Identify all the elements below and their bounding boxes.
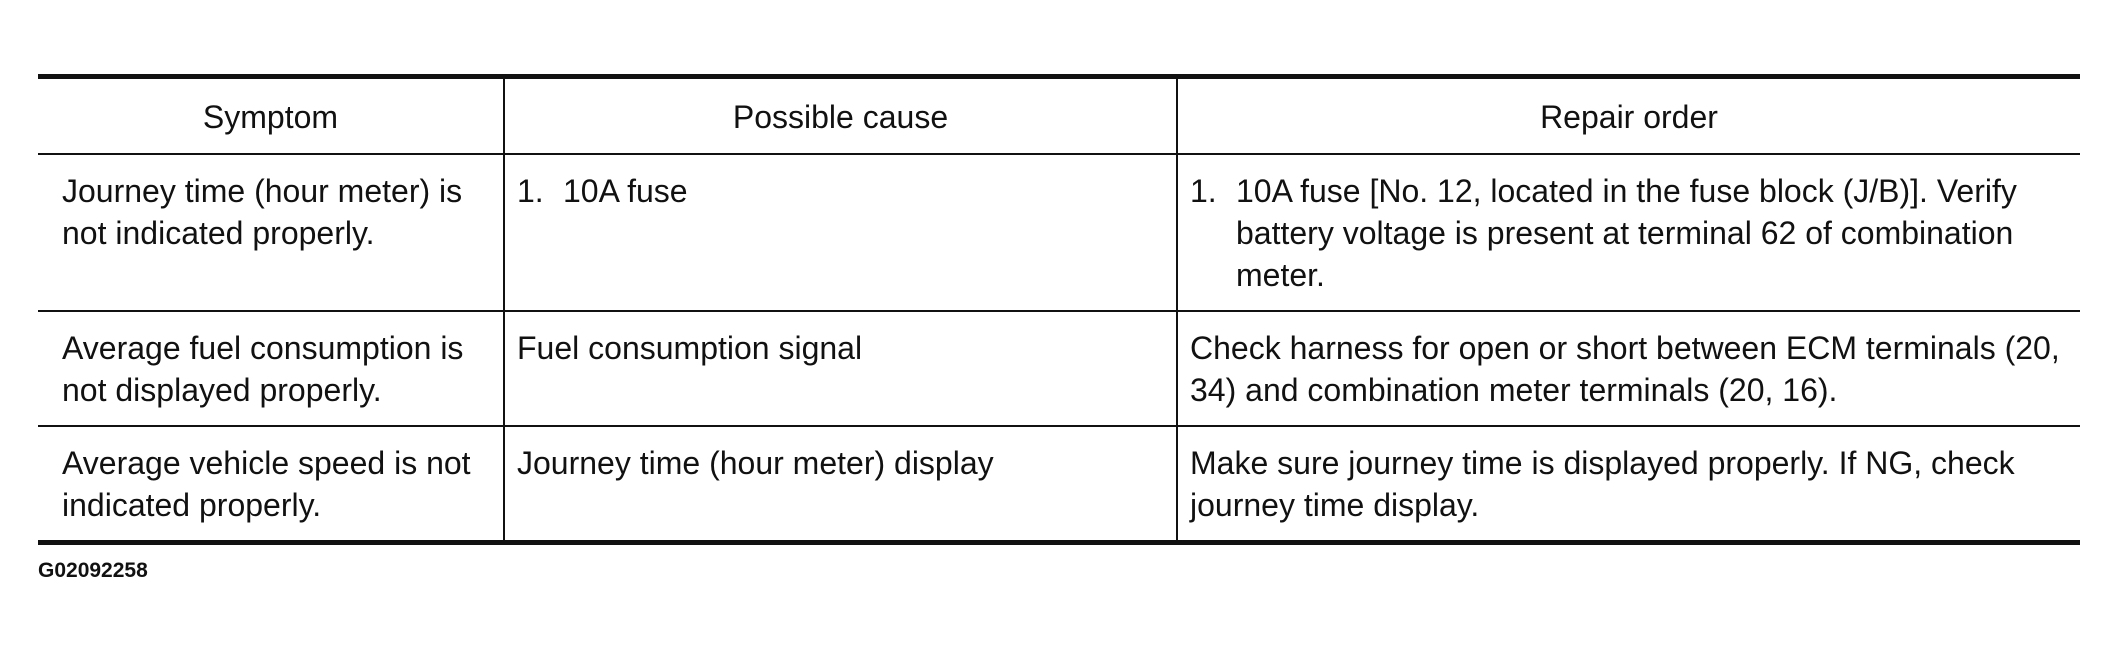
table-row xyxy=(38,426,2080,543)
symptom-text: Journey time (hour meter) is not indicated properly. xyxy=(62,173,463,251)
troubleshooting-table xyxy=(38,74,2080,545)
numbered-item xyxy=(1190,170,2068,296)
cause-text: Journey time (hour meter) display xyxy=(517,445,994,481)
table-header-row xyxy=(38,77,2080,155)
header-symptom: Symptom xyxy=(38,77,504,155)
item-number: 1. xyxy=(517,173,544,209)
cause-text: 10A fuse xyxy=(563,173,688,209)
troubleshooting-table-container xyxy=(38,74,2080,545)
table-row xyxy=(38,311,2080,426)
figure-id: G02092258 xyxy=(38,559,148,582)
repair-cell xyxy=(1177,426,2080,543)
repair-cell xyxy=(1177,311,2080,426)
repair-text: Check harness for open or short between ECM terminals (20, 34) and combination meter terminals (20, 16). xyxy=(1190,330,2060,408)
table-row xyxy=(38,154,2080,311)
cause-cell xyxy=(504,426,1177,543)
cause-cell xyxy=(504,154,1177,311)
cause-cell xyxy=(504,311,1177,426)
repair-cell xyxy=(1177,154,2080,311)
header-possible-cause: Possible cause xyxy=(504,77,1177,155)
repair-text: 10A fuse [No. 12, located in the fuse block (J/B)]. Verify battery voltage is present at terminal 62 of combination meter. xyxy=(1236,173,2017,293)
numbered-item xyxy=(517,170,1164,212)
symptom-cell xyxy=(38,426,504,543)
cause-text: Fuel consumption signal xyxy=(517,330,863,366)
repair-text: Make sure journey time is displayed properly. If NG, check journey time display. xyxy=(1190,445,2015,523)
symptom-cell xyxy=(38,311,504,426)
item-number: 1. xyxy=(1190,173,1217,209)
symptom-cell xyxy=(38,154,504,311)
symptom-text: Average fuel consumption is not displayed properly. xyxy=(62,330,464,408)
symptom-text: Average vehicle speed is not indicated properly. xyxy=(62,445,471,523)
header-repair-order: Repair order xyxy=(1177,77,2080,155)
